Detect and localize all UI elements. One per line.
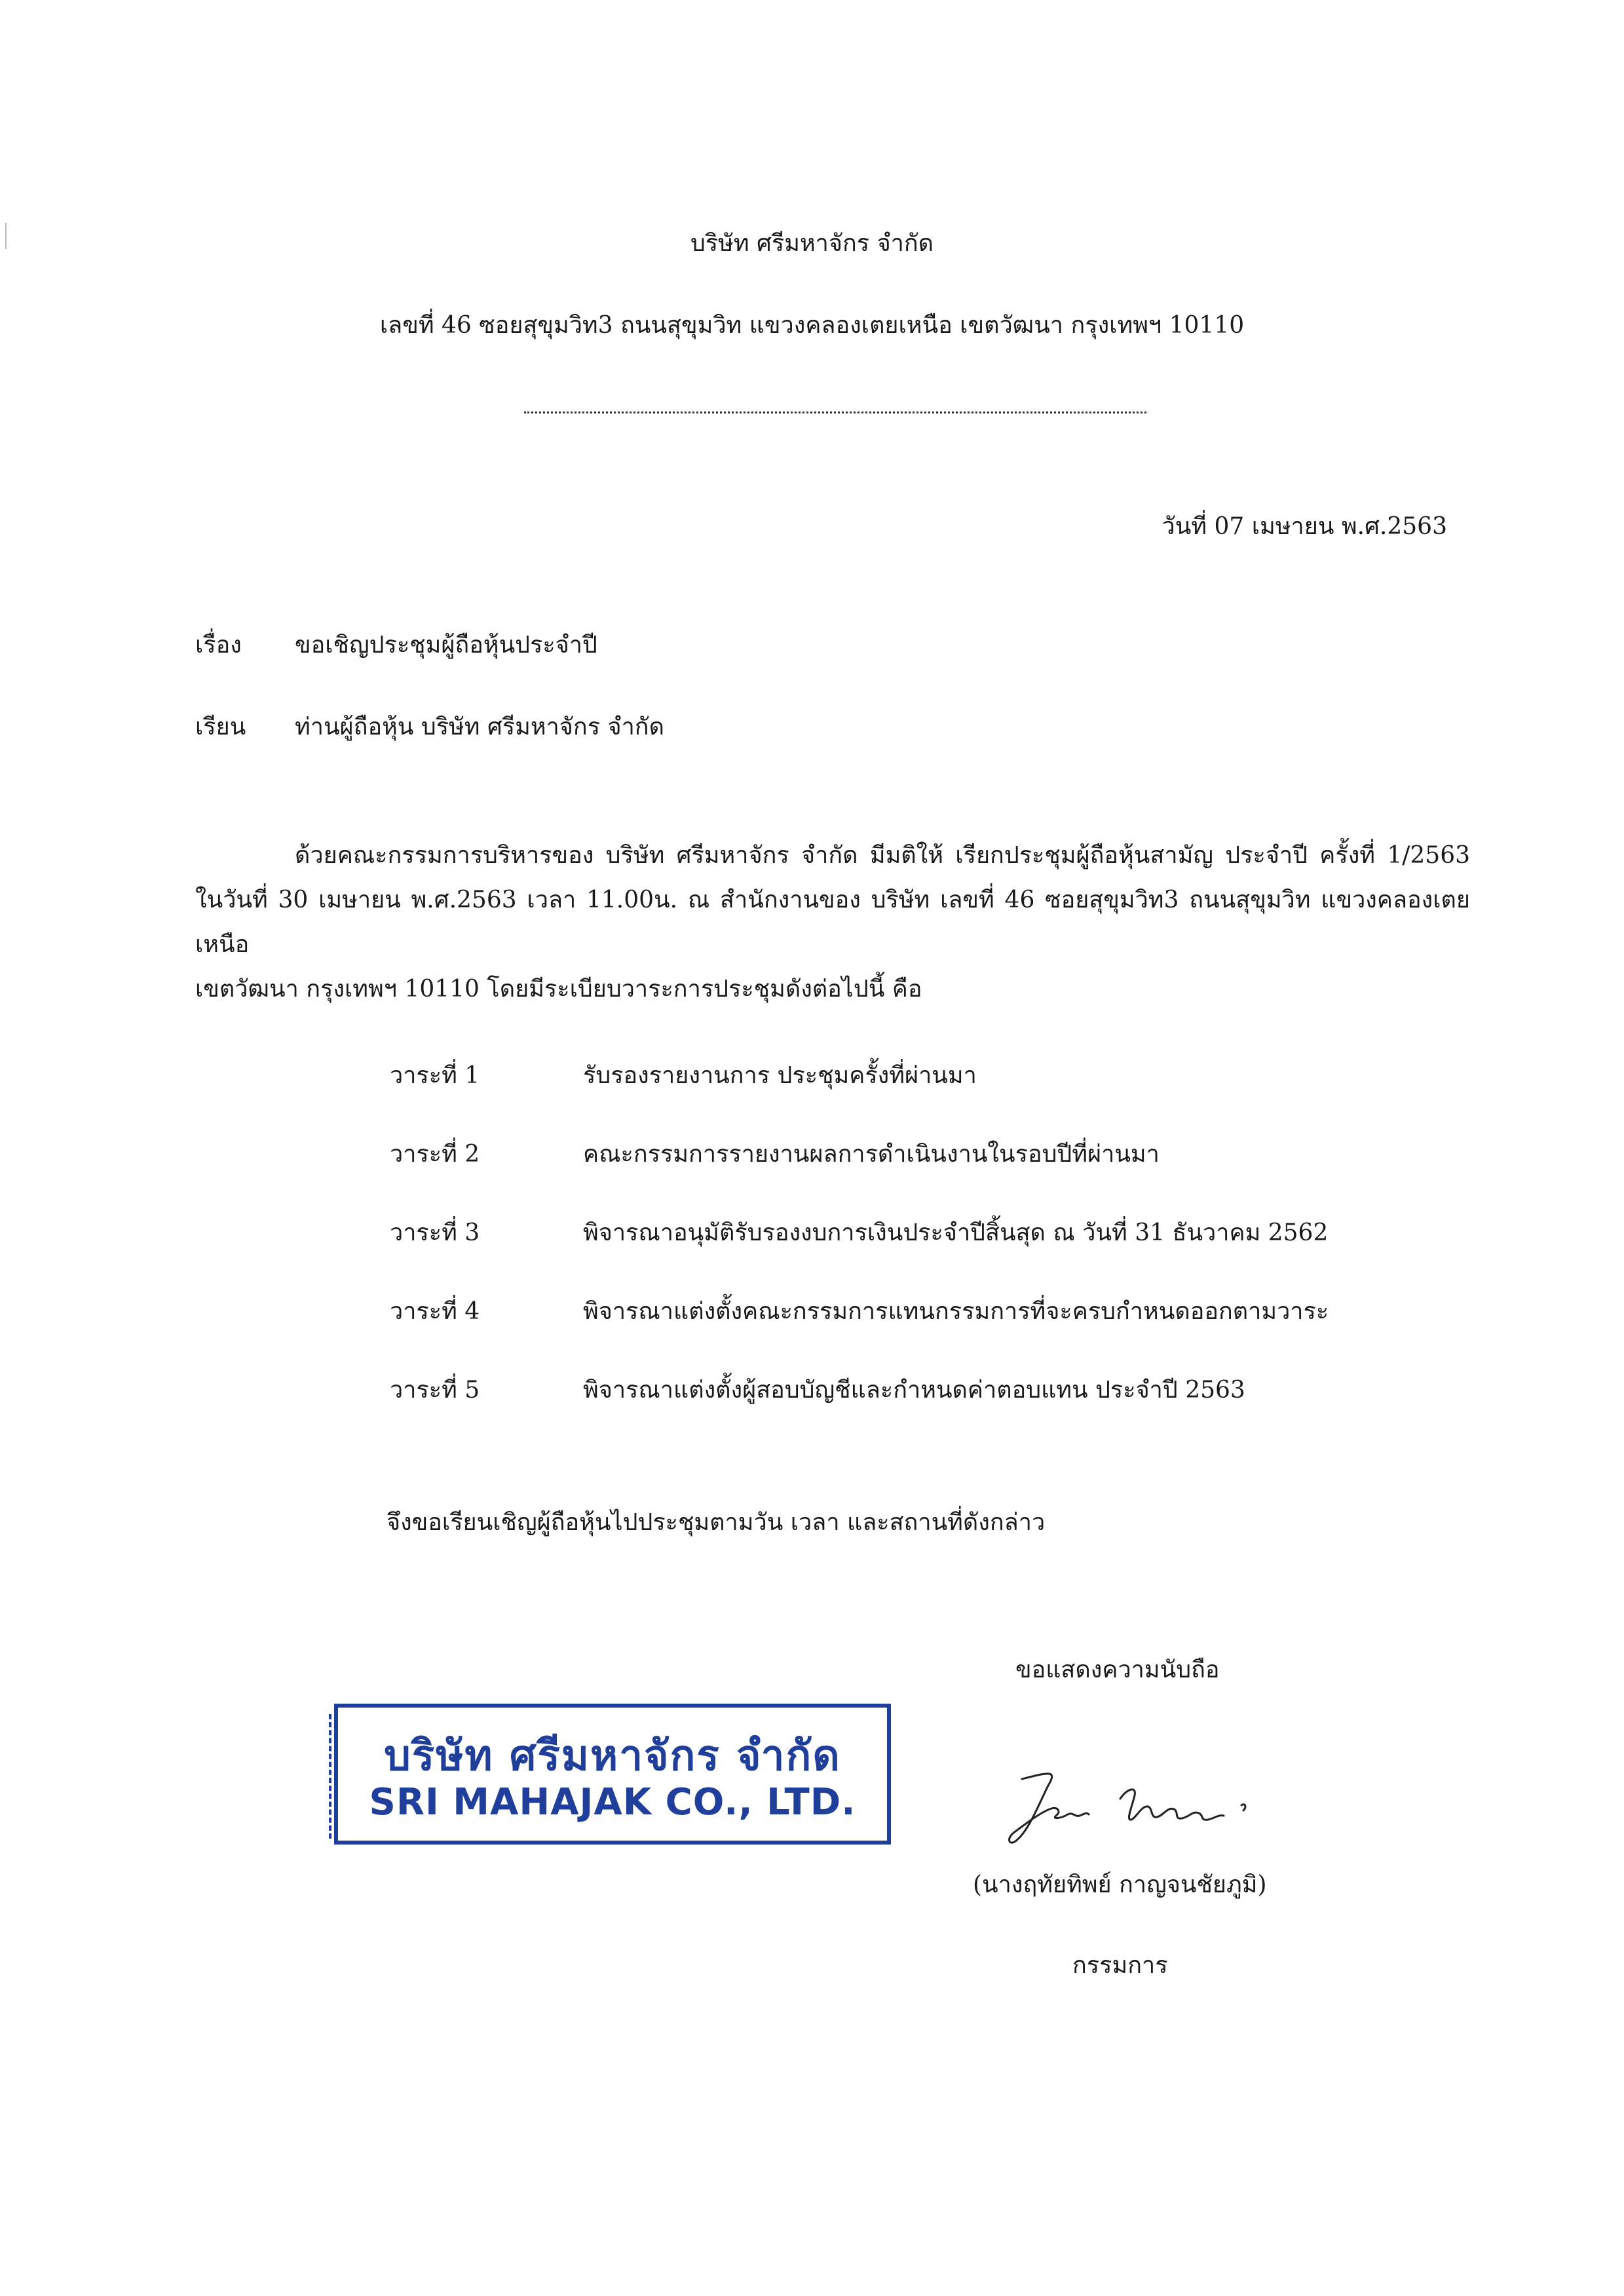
subject-text: ขอเชิญประชุมผู้ถือหุ้นประจำปี xyxy=(295,632,597,659)
agenda-label: วาระที่ 3 xyxy=(390,1219,480,1246)
recipient-label: เรียน xyxy=(195,714,246,740)
body-line-1: ด้วยคณะกรรมการบริหารของ บริษัท ศรีมหาจักร จำกัด มีมติให้ เรียกประชุมผู้ถือหุ้นสามัญ ประจำปี ครั้งที่ 1/2563 xyxy=(295,842,1470,869)
regards-text: ขอแสดงความนับถือ xyxy=(1015,1656,1220,1683)
agenda-text: รับรองรายงานการ ประชุมครั้งที่ผ่านมา xyxy=(583,1062,977,1089)
agenda-text: พิจารณาแต่งตั้งผู้สอบบัญชีและกำหนดค่าตอบแทน ประจำปี 2563 xyxy=(583,1377,1245,1404)
agenda-label: วาระที่ 4 xyxy=(390,1298,480,1325)
agenda-text: พิจารณาอนุมัติรับรองงบการเงินประจำปีสิ้นสุด ณ วันที่ 31 ธันวาคม 2562 xyxy=(583,1219,1329,1246)
stamp-english-name: SRI MAHAJAK CO., LTD. xyxy=(369,1781,856,1824)
signer-name: (นางฤทัยทิพย์ กาญจนชัยภูมิ) xyxy=(973,1871,1267,1898)
agenda-text: คณะกรรมการรายงานผลการดำเนินงานในรอบปีที่ผ่านมา xyxy=(583,1141,1160,1168)
closing-sentence: จึงขอเรียนเชิญผู้ถือหุ้นไปประชุมตามวัน เวลา และสถานที่ดังกล่าว xyxy=(387,1509,1046,1536)
signer-position: กรรมการ xyxy=(1072,1952,1168,1979)
subject-label: เรื่อง xyxy=(195,632,242,659)
body-line-2: ในวันที่ 30 เมษายน พ.ศ.2563 เวลา 11.00น. ณ สำนักงานของ บริษัท เลขที่ 46 ซอยสุขุมวิท3 ถนนสุขุมวิท แขวงคลองเตยเหนือ xyxy=(195,887,1470,958)
stamp-edge xyxy=(329,1714,337,1839)
stamp-thai-name: บริษัท ศรีมหาจักร จำกัด xyxy=(384,1732,841,1780)
letter-date: วันที่ 07 เมษายน พ.ศ.2563 xyxy=(1161,513,1447,540)
agenda-text: พิจารณาแต่งตั้งคณะกรรมการแทนกรรมการที่จะครบกำหนดออกตามวาระ xyxy=(583,1298,1329,1325)
body-line-3: เขตวัฒนา กรุงเทพฯ 10110 โดยมีระเบียบวาระการประชุมดังต่อไปนี้ คือ xyxy=(195,976,922,1003)
company-stamp xyxy=(334,1704,891,1845)
company-name: บริษัท ศรีมหาจักร จำกัด xyxy=(690,230,934,257)
body-paragraph xyxy=(195,833,1470,1012)
agenda-label: วาระที่ 5 xyxy=(390,1377,480,1404)
agenda-label: วาระที่ 1 xyxy=(390,1062,480,1089)
handwritten-signature xyxy=(996,1759,1271,1851)
company-address: เลขที่ 46 ซอยสุขุมวิท3 ถนนสุขุมวิท แขวงคลองเตยเหนือ เขตวัฒนา กรุงเทพฯ 10110 xyxy=(379,312,1245,339)
recipient-text: ท่านผู้ถือหุ้น บริษัท ศรีมหาจักร จำกัด xyxy=(295,714,664,740)
agenda-label: วาระที่ 2 xyxy=(390,1141,480,1168)
header-dotted-divider xyxy=(524,392,1146,413)
